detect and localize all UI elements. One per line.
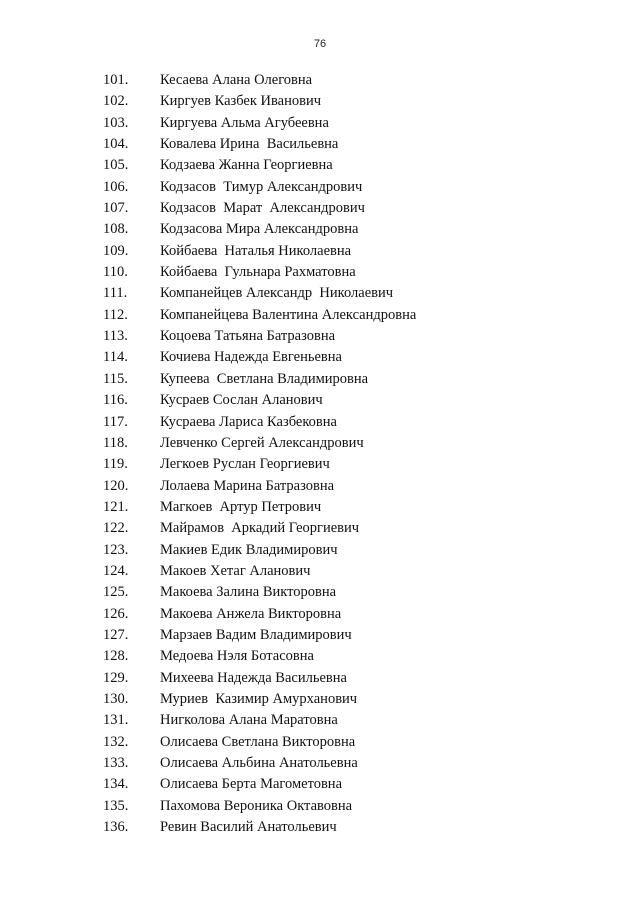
entry-name: Марзаев Вадим Владимирович [160, 626, 352, 643]
entry-number: 105. [103, 157, 129, 174]
entry-name: Майрамов Аркадий Георгиевич [160, 520, 360, 537]
entry-number: 120. [103, 477, 129, 494]
list-item [0, 625, 640, 646]
entry-number: 111. [103, 285, 128, 302]
entry-number: 119. [103, 456, 128, 473]
list-item [0, 305, 640, 326]
entry-number: 121. [103, 498, 129, 515]
list-item [0, 347, 640, 368]
entry-number: 101. [103, 72, 129, 88]
entry-name: Ревин Василий Анатольевич [160, 819, 337, 836]
entry-number: 126. [103, 605, 129, 622]
list-item [0, 134, 640, 155]
list-item [0, 497, 640, 518]
entry-number: 134. [103, 776, 129, 793]
list-item [0, 219, 640, 240]
entry-number: 135. [103, 797, 129, 814]
entry-name: Михеева Надежда Васильевна [160, 669, 347, 686]
entry-number: 106. [103, 178, 129, 195]
list-item [0, 689, 640, 710]
entry-number: 128. [103, 648, 129, 665]
list-item [0, 390, 640, 411]
entry-number: 112. [103, 306, 128, 323]
entry-name: Компанейцев Александр Николаевич [160, 285, 394, 302]
list-item [0, 113, 640, 134]
entry-number: 110. [103, 264, 128, 281]
entry-name: Левченко Сергей Александрович [160, 434, 364, 451]
entry-name: Макоев Хетаг Аланович [160, 562, 311, 579]
entry-number: 131. [103, 712, 129, 729]
page-number: 76 [313, 38, 327, 50]
entry-number: 104. [103, 136, 129, 153]
entry-number: 133. [103, 755, 129, 771]
entry-number: 136. [103, 819, 129, 836]
entry-name: Макоева Анжела Викторовна [160, 605, 342, 622]
list-item [0, 817, 640, 838]
entry-number: 116. [103, 392, 128, 409]
entry-number: 123. [103, 541, 129, 558]
name-list [0, 70, 640, 838]
entry-number: 125. [103, 584, 129, 601]
entry-number: 122. [103, 520, 129, 537]
list-item [0, 668, 640, 689]
entry-name: Олисаева Берта Магометовна [160, 776, 343, 793]
list-item [0, 177, 640, 198]
entry-name: Компанейцева Валентина Александровна [160, 306, 417, 323]
list-item [0, 604, 640, 625]
list-item [0, 518, 640, 539]
entry-name: Олисаева Альбина Анатольевна [160, 755, 358, 771]
list-item [0, 454, 640, 475]
entry-number: 118. [103, 434, 128, 451]
list-item [0, 155, 640, 176]
entry-name: Кочиева Надежда Евгеньевна [160, 349, 342, 366]
list-item [0, 753, 640, 774]
entry-name: Медоева Нэля Ботасовна [160, 648, 314, 665]
list-item [0, 262, 640, 283]
list-item [0, 326, 640, 347]
entry-number: 108. [103, 221, 129, 238]
list-item [0, 796, 640, 817]
entry-number: 113. [103, 328, 128, 345]
entry-name: Койбаева Наталья Николаевна [160, 242, 352, 259]
list-item [0, 91, 640, 112]
entry-name: Ковалева Ирина Васильевна [160, 136, 339, 153]
entry-name: Магкоев Артур Петрович [160, 498, 322, 515]
entry-name: Кодзасов Марат Александрович [160, 200, 365, 217]
entry-name: Нигколова Алана Маратовна [160, 712, 338, 729]
entry-name: Лолаева Марина Батразовна [160, 477, 335, 494]
entry-name: Макоева Залина Викторовна [160, 584, 337, 601]
entry-number: 109. [103, 242, 129, 259]
entry-number: 117. [103, 413, 128, 430]
list-item [0, 433, 640, 454]
list-item [0, 412, 640, 433]
list-item [0, 283, 640, 304]
entry-name: Пахомова Вероника Октавовна [160, 797, 353, 814]
entry-name: Легкоев Руслан Георгиевич [160, 456, 330, 473]
entry-name: Киргуева Альма Агубеевна [160, 114, 329, 131]
entry-number: 132. [103, 733, 129, 750]
entry-name: Кусраева Лариса Казбековна [160, 413, 337, 430]
entry-number: 102. [103, 93, 129, 110]
list-item [0, 369, 640, 390]
list-item [0, 476, 640, 497]
entry-number: 124. [103, 562, 129, 579]
entry-number: 130. [103, 690, 129, 707]
entry-name: Олисаева Светлана Викторовна [160, 733, 356, 750]
list-item [0, 646, 640, 667]
list-item [0, 774, 640, 795]
entry-number: 103. [103, 114, 129, 131]
entry-number: 115. [103, 370, 128, 387]
list-item [0, 561, 640, 582]
entry-name: Кодзасов Тимур Александрович [160, 178, 363, 195]
list-item [0, 582, 640, 603]
list-item [0, 70, 640, 91]
entry-name: Киргуев Казбек Иванович [160, 93, 322, 110]
entry-name: Кесаева Алана Олеговна [160, 72, 313, 88]
entry-name: Коцоева Татьяна Батразовна [160, 328, 336, 345]
list-item [0, 198, 640, 219]
list-item [0, 241, 640, 262]
entry-number: 107. [103, 200, 129, 217]
entry-number: 114. [103, 349, 128, 366]
entry-name: Кусраев Сослан Аланович [160, 392, 323, 409]
entry-name: Макиев Едик Владимирович [160, 541, 338, 558]
entry-number: 129. [103, 669, 129, 686]
entry-name: Кодзаева Жанна Георгиевна [160, 157, 333, 174]
list-item [0, 540, 640, 561]
entry-name: Купеева Светлана Владимировна [160, 370, 369, 387]
list-item [0, 710, 640, 731]
entry-name: Муриев Казимир Амурханович [160, 690, 358, 707]
list-item [0, 732, 640, 753]
entry-number: 127. [103, 626, 129, 643]
entry-name: Койбаева Гульнара Рахматовна [160, 264, 356, 281]
entry-name: Кодзасова Мира Александровна [160, 221, 359, 238]
